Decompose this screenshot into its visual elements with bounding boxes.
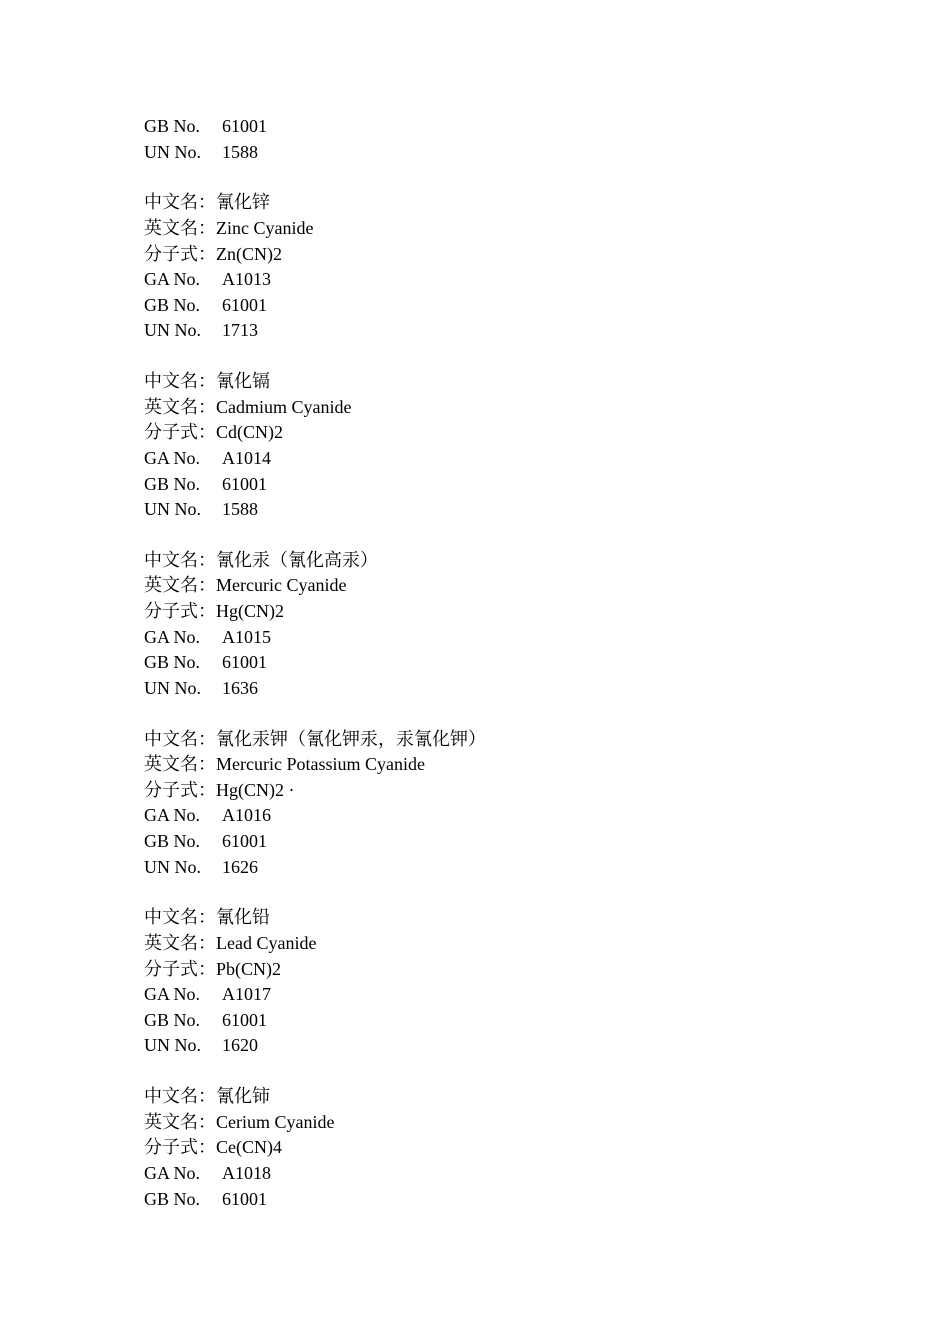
formula-value: Hg(CN)2 · [216, 779, 295, 800]
un-no-row [144, 1033, 904, 1059]
gb-no-value: 61001 [222, 473, 267, 494]
cn-name-value: 氰化铅 [216, 907, 270, 928]
gb-no-value: 61001 [222, 1009, 267, 1030]
gb-no-label: GB No. [144, 473, 201, 494]
gb-no-label: GB No. [144, 1009, 201, 1030]
formula-label: 分子式： [144, 1137, 216, 1158]
formula-row [144, 1135, 904, 1161]
formula-row [144, 599, 904, 625]
gb-no-value: 61001 [222, 652, 267, 673]
en-name-label: 英文名： [144, 932, 216, 953]
chemical-entry [144, 905, 904, 1059]
un-no-value: 1636 [222, 677, 258, 698]
ga-no-row [144, 803, 904, 829]
ga-no-row [144, 446, 904, 472]
ga-no-value: A1016 [222, 805, 271, 826]
ga-no-label: GA No. [144, 626, 201, 647]
en-name-label: 英文名： [144, 1111, 216, 1132]
un-no-row [144, 497, 904, 523]
ga-no-label: GA No. [144, 447, 201, 468]
chemical-entry [144, 369, 904, 523]
cn-name-value: 氰化镉 [216, 371, 270, 392]
cn-name-row [144, 190, 904, 216]
en-name-row [144, 573, 904, 599]
cn-name-row [144, 905, 904, 931]
en-name-value: Cerium Cyanide [216, 1111, 335, 1132]
chemical-entry [144, 727, 904, 881]
en-name-label: 英文名： [144, 754, 216, 775]
cn-name-value: 氰化汞（氰化高汞） [216, 549, 378, 570]
un-no-value: 1626 [222, 856, 258, 877]
ga-no-value: A1013 [222, 269, 271, 290]
cn-name-label: 中文名： [144, 371, 216, 392]
gb-no-row [144, 293, 904, 319]
formula-value: Pb(CN)2 [216, 958, 282, 979]
ga-no-label: GA No. [144, 269, 201, 290]
ga-no-label: GA No. [144, 984, 201, 1005]
gb-no-row [144, 114, 904, 140]
ga-no-label: GA No. [144, 805, 201, 826]
en-name-value: Zinc Cyanide [216, 217, 314, 238]
un-no-value: 1588 [222, 141, 258, 162]
un-no-label: UN No. [144, 499, 201, 520]
cn-name-label: 中文名： [144, 1086, 216, 1107]
en-name-value: Lead Cyanide [216, 932, 317, 953]
gb-no-value: 61001 [222, 294, 267, 315]
gb-no-label: GB No. [144, 294, 201, 315]
en-name-row [144, 395, 904, 421]
chemical-entry [144, 190, 904, 344]
un-no-row [144, 855, 904, 881]
cn-name-value: 氰化锌 [216, 192, 270, 213]
formula-value: Ce(CN)4 [216, 1137, 282, 1158]
formula-label: 分子式： [144, 779, 216, 800]
un-no-value: 1713 [222, 320, 258, 341]
formula-row [144, 420, 904, 446]
un-no-label: UN No. [144, 320, 201, 341]
en-name-value: Cadmium Cyanide [216, 396, 352, 417]
formula-row [144, 957, 904, 983]
ga-no-value: A1015 [222, 626, 271, 647]
ga-no-row [144, 1161, 904, 1187]
cn-name-row [144, 548, 904, 574]
gb-no-label: GB No. [144, 1188, 201, 1209]
ga-no-row [144, 267, 904, 293]
ga-no-row [144, 625, 904, 651]
formula-value: Zn(CN)2 [216, 243, 282, 264]
en-name-row [144, 1110, 904, 1136]
chemical-entry [144, 1084, 904, 1212]
en-name-row [144, 931, 904, 957]
ga-no-row [144, 982, 904, 1008]
document-page [144, 114, 904, 1212]
cn-name-label: 中文名： [144, 549, 216, 570]
un-no-label: UN No. [144, 141, 201, 162]
formula-label: 分子式： [144, 958, 216, 979]
cn-name-row [144, 727, 904, 753]
en-name-label: 英文名： [144, 217, 216, 238]
gb-no-row [144, 1008, 904, 1034]
en-name-row [144, 752, 904, 778]
un-no-row [144, 140, 904, 166]
ga-no-value: A1014 [222, 447, 271, 468]
cn-name-label: 中文名： [144, 907, 216, 928]
cn-name-row [144, 1084, 904, 1110]
gb-no-value: 61001 [222, 1188, 267, 1209]
chemical-entry [144, 548, 904, 702]
un-no-label: UN No. [144, 1035, 201, 1056]
un-no-label: UN No. [144, 856, 201, 877]
cn-name-value: 氰化汞钾（氰化钾汞，汞氰化钾） [216, 728, 486, 749]
cn-name-row [144, 369, 904, 395]
un-no-row [144, 676, 904, 702]
cn-name-value: 氰化铈 [216, 1086, 270, 1107]
ga-no-label: GA No. [144, 1162, 201, 1183]
ga-no-value: A1017 [222, 984, 271, 1005]
un-no-row [144, 318, 904, 344]
cn-name-label: 中文名： [144, 728, 216, 749]
en-name-value: Mercuric Potassium Cyanide [216, 754, 425, 775]
formula-row [144, 242, 904, 268]
gb-no-label: GB No. [144, 652, 201, 673]
entry-fragment [144, 114, 904, 165]
formula-value: Hg(CN)2 [216, 601, 284, 622]
un-no-label: UN No. [144, 677, 201, 698]
gb-no-row [144, 650, 904, 676]
gb-no-value: 61001 [222, 116, 267, 136]
cn-name-label: 中文名： [144, 192, 216, 213]
gb-no-label: GB No. [144, 831, 201, 851]
gb-no-row [144, 829, 904, 855]
ga-no-value: A1018 [222, 1162, 271, 1183]
formula-label: 分子式： [144, 243, 216, 264]
gb-no-row [144, 1187, 904, 1213]
en-name-row [144, 216, 904, 242]
gb-no-label: GB No. [144, 116, 201, 136]
formula-value: Cd(CN)2 [216, 422, 283, 443]
formula-row [144, 778, 904, 804]
en-name-label: 英文名： [144, 396, 216, 417]
un-no-value: 1620 [222, 1035, 258, 1056]
formula-label: 分子式： [144, 422, 216, 443]
en-name-label: 英文名： [144, 575, 216, 596]
gb-no-value: 61001 [222, 831, 267, 851]
gb-no-row [144, 472, 904, 498]
en-name-value: Mercuric Cyanide [216, 575, 347, 596]
un-no-value: 1588 [222, 499, 258, 520]
formula-label: 分子式： [144, 601, 216, 622]
